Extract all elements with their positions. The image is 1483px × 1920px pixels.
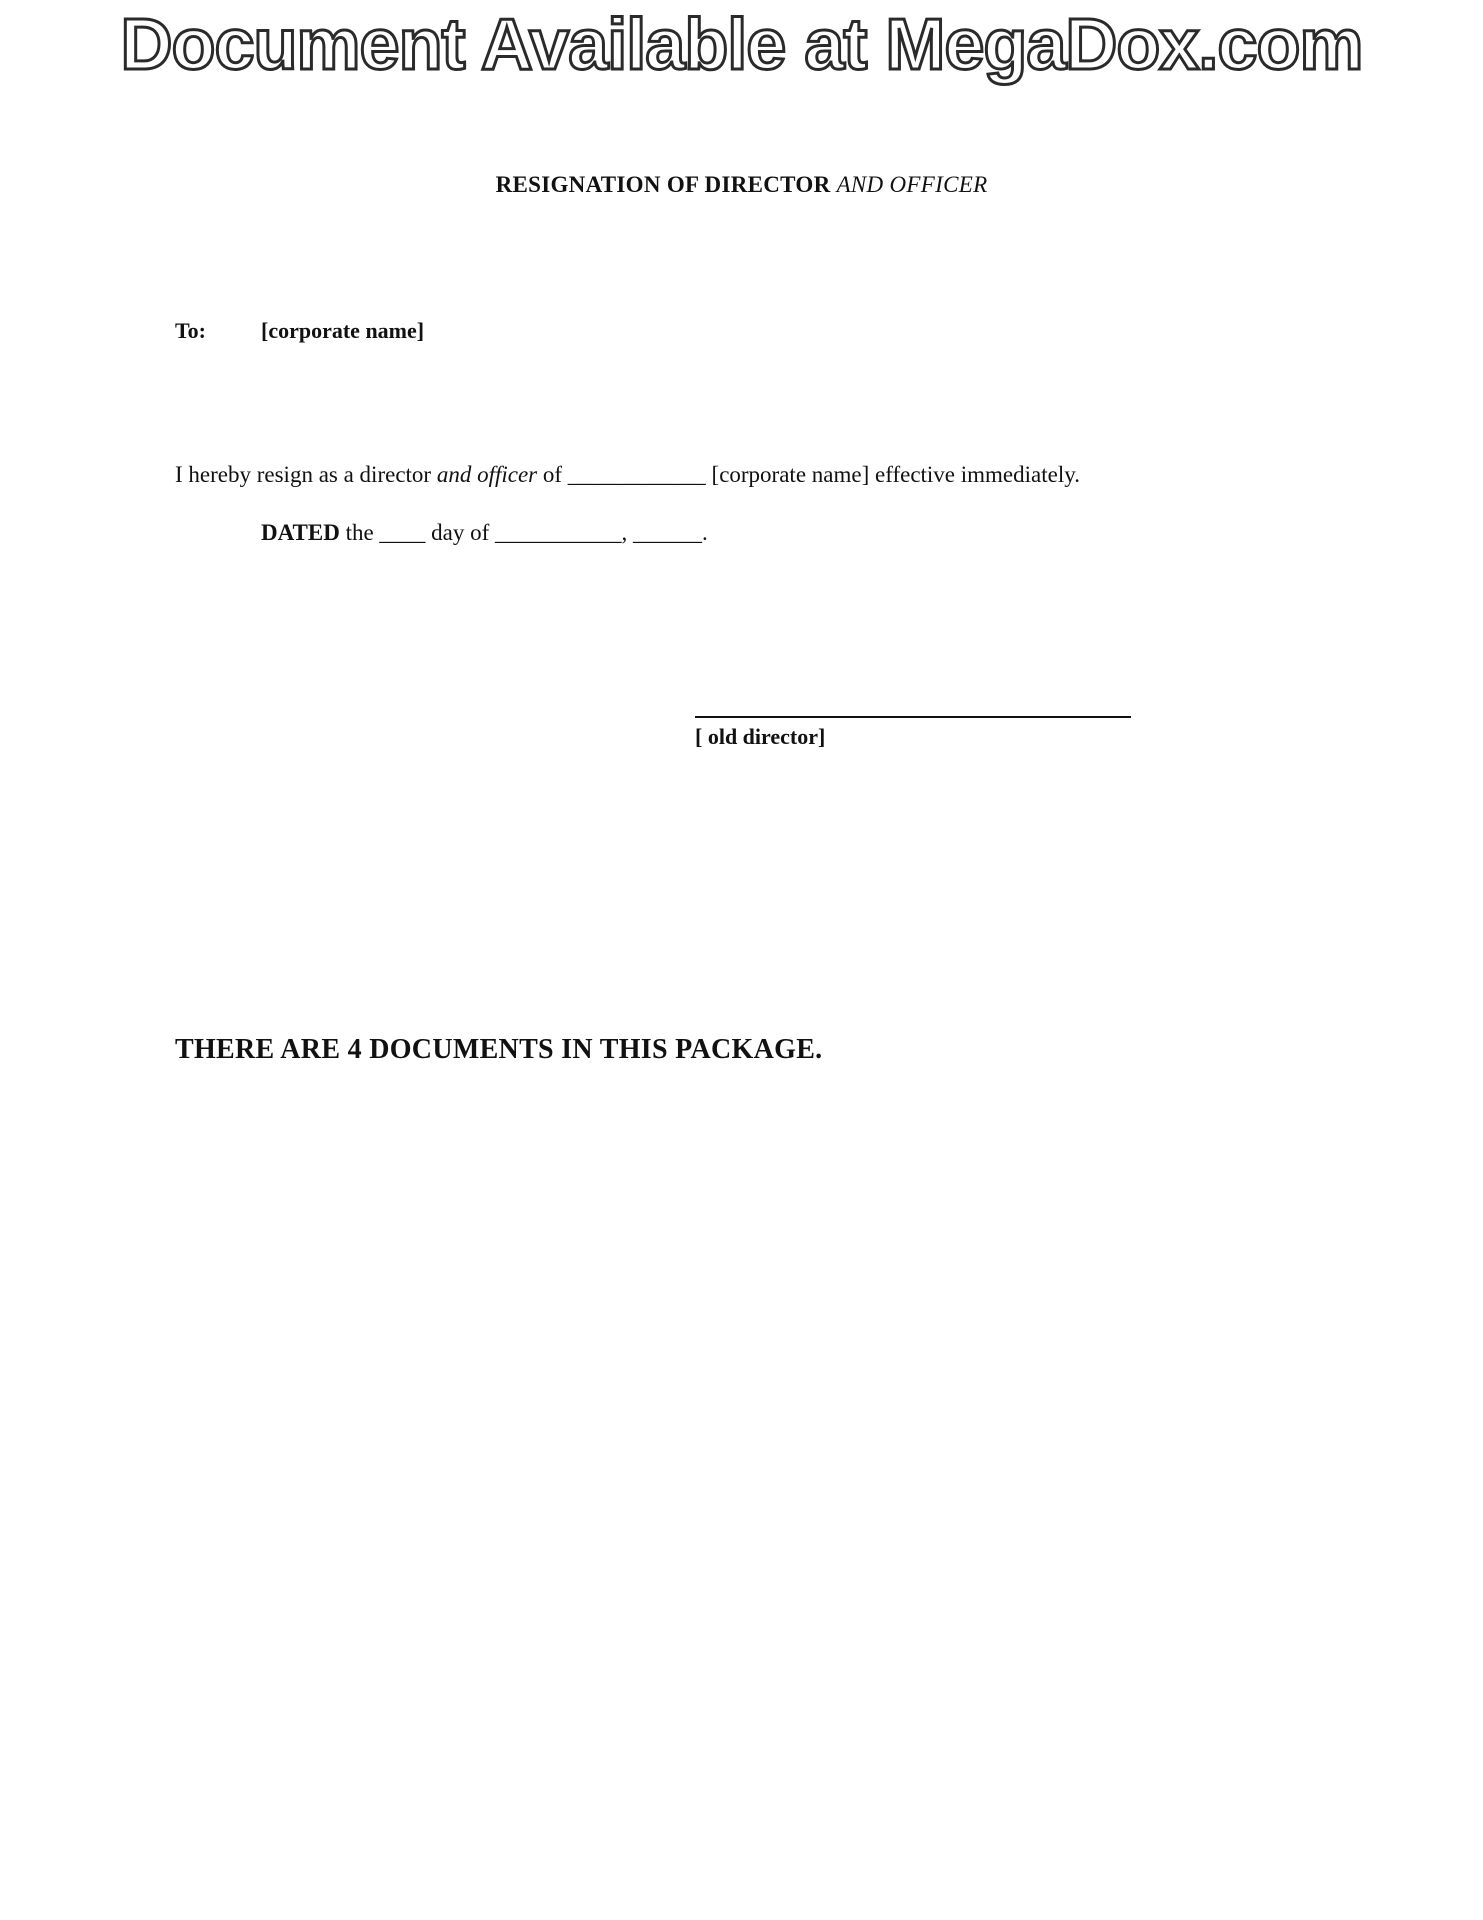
title-main: RESIGNATION OF DIRECTOR	[495, 172, 831, 197]
watermark-banner: Document Available at MegaDox.com	[120, 5, 1363, 85]
addressee-line	[175, 318, 424, 344]
title-italic: AND OFFICER	[836, 172, 988, 197]
dated-line	[261, 520, 708, 546]
resignation-text-end: of ____________ [corporate name] effective immediately.	[537, 462, 1080, 487]
resignation-text-start: I hereby resign as a director	[175, 462, 437, 487]
resignation-text-italic: and officer	[436, 462, 538, 487]
dated-label: DATED	[261, 520, 340, 545]
signature-name: [ old director]	[695, 724, 826, 749]
document-title	[0, 172, 1483, 198]
resignation-statement	[175, 462, 1080, 488]
dated-text: the ____ day of ___________, ______.	[339, 520, 708, 545]
addressee-label: To:	[175, 318, 206, 343]
signature-line	[695, 716, 1131, 718]
addressee-value: [corporate name]	[261, 318, 425, 343]
package-note: THERE ARE 4 DOCUMENTS IN THIS PACKAGE.	[175, 1034, 823, 1065]
